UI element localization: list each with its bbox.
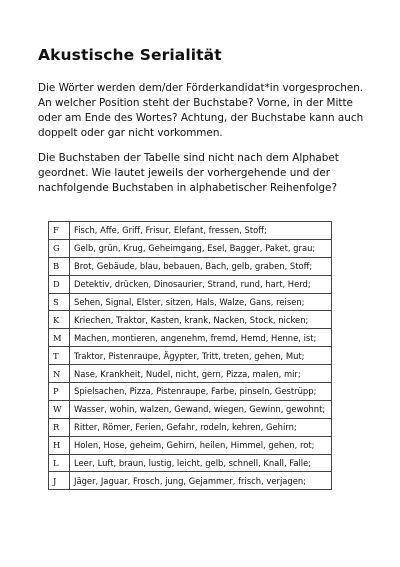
table-row bbox=[49, 329, 332, 347]
row-letter: S bbox=[49, 293, 70, 311]
table-row bbox=[49, 347, 332, 365]
row-words: Fisch, Affe, Griff, Frisur, Elefant, fressen, Stoff; bbox=[70, 222, 332, 240]
row-words: Spielsachen, Pizza, Pistenraupe, Farbe, pinseln, Gestrüpp; bbox=[70, 383, 332, 401]
table-row bbox=[49, 418, 332, 436]
row-letter: F bbox=[49, 222, 70, 240]
table-row bbox=[49, 311, 332, 329]
table-row bbox=[49, 472, 332, 490]
row-letter: D bbox=[49, 275, 70, 293]
table-row bbox=[49, 239, 332, 257]
row-words: Jäger, Jaguar, Frosch, jung, Gejammer, frisch, verjagen; bbox=[70, 472, 332, 490]
row-letter: G bbox=[49, 239, 70, 257]
table-row bbox=[49, 275, 332, 293]
instruction-paragraph-2: Die Buchstaben der Tabelle sind nicht nach dem Alphabet geordnet. Wie lautet jeweils der vorhergehende und der nachfolgende Buchstaben in alphabetischer Reihenfolge? bbox=[38, 152, 339, 194]
table-row bbox=[49, 454, 332, 472]
letter-word-table bbox=[48, 221, 332, 490]
row-letter: T bbox=[49, 347, 70, 365]
row-words: Brot, Gebäude, blau, bebauen, Bach, gelb, graben, Stoff; bbox=[70, 257, 332, 275]
instruction-paragraph-1: Die Wörter werden dem/der Förderkandidat*in vorgesprochen. An welcher Position steht der Buchstabe? Vorne, in der Mitte oder am Ende des Wortes? Achtung, der Buchstabe kann auch doppelt oder gar nicht vorkommen. bbox=[38, 82, 364, 139]
row-words: Leer, Luft, braun, lustig, leicht, gelb, schnell, Knall, Falle; bbox=[70, 454, 332, 472]
row-words: Traktor, Pistenraupe, Ägypter, Tritt, treten, gehen, Mut; bbox=[70, 347, 332, 365]
table-row bbox=[49, 222, 332, 240]
row-words: Kriechen, Traktor, Kasten, krank, Nacken, Stock, nicken; bbox=[70, 311, 332, 329]
table-row bbox=[49, 383, 332, 401]
table-row bbox=[49, 436, 332, 454]
row-words: Holen, Hose, geheim, Gehirn, heilen, Himmel, gehen, rot; bbox=[70, 436, 332, 454]
row-words: Ritter, Römer, Ferien, Gefahr, rodeln, kehren, Gehirn; bbox=[70, 418, 332, 436]
row-letter: N bbox=[49, 365, 70, 383]
row-letter: B bbox=[49, 257, 70, 275]
row-words: Sehen, Signal, Elster, sitzen, Hals, Walze, Gans, reisen; bbox=[70, 293, 332, 311]
table-row bbox=[49, 293, 332, 311]
table-row bbox=[49, 400, 332, 418]
row-letter: R bbox=[49, 418, 70, 436]
row-words: Machen, montieren, angenehm, fremd, Hemd, Henne, ist; bbox=[70, 329, 332, 347]
page-title: Akustische Serialität bbox=[38, 46, 222, 64]
row-words: Gelb, grün, Krug, Geheimgang, Esel, Bagger, Paket, grau; bbox=[70, 239, 332, 257]
row-words: Wasser, wohin, walzen, Gewand, wiegen, Gewinn, gewohnt; bbox=[70, 400, 332, 418]
table-row bbox=[49, 365, 332, 383]
row-letter: W bbox=[49, 400, 70, 418]
row-words: Detektiv, drücken, Dinosaurier, Strand, rund, hart, Herd; bbox=[70, 275, 332, 293]
row-letter: P bbox=[49, 383, 70, 401]
row-letter: K bbox=[49, 311, 70, 329]
row-letter: L bbox=[49, 454, 70, 472]
row-letter: M bbox=[49, 329, 70, 347]
table-row bbox=[49, 257, 332, 275]
row-letter: H bbox=[49, 436, 70, 454]
row-words: Nase, Krankheit, Nudel, nicht, gern, Pizza, malen, mir; bbox=[70, 365, 332, 383]
row-letter: J bbox=[49, 472, 70, 490]
